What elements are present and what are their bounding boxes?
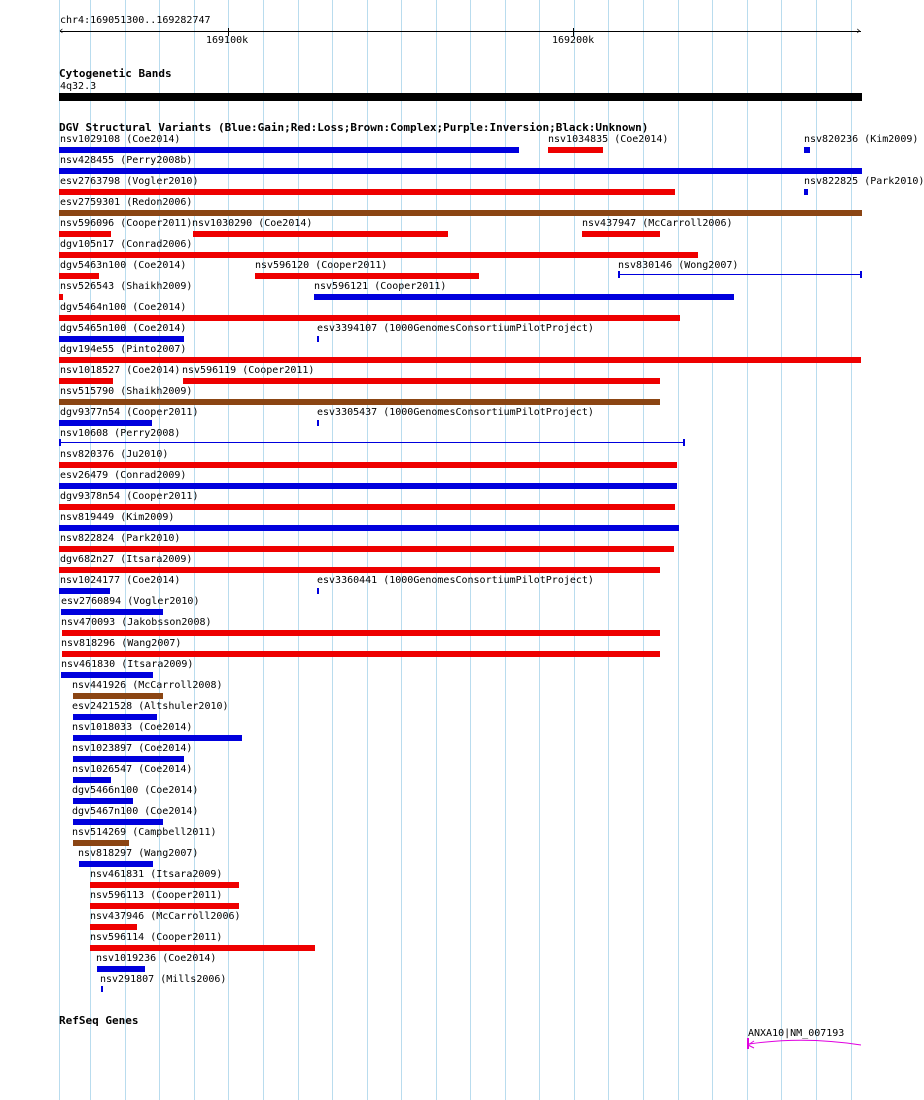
variant-label: dgv9378n54 (Cooper2011): [60, 491, 199, 502]
variant-label: nsv1019236 (Coe2014): [96, 953, 217, 964]
variant-label: nsv515790 (Shaikh2009): [60, 386, 193, 397]
variant-bar[interactable]: [317, 588, 319, 594]
variant-label: nsv820376 (Ju2010): [60, 449, 169, 460]
variant-bar[interactable]: [59, 504, 675, 510]
variant-bar[interactable]: [101, 986, 103, 992]
gene-model[interactable]: [744, 1036, 864, 1052]
variant-bar[interactable]: [59, 420, 152, 426]
variant-label: dgv682n27 (Itsara2009): [60, 554, 193, 565]
variant-label: dgv5465n100 (Coe2014): [60, 323, 187, 334]
variant-label: nsv818296 (Wang2007): [61, 638, 182, 649]
variant-bar[interactable]: [73, 840, 129, 846]
variant-bar[interactable]: [61, 672, 153, 678]
variant-bar[interactable]: [193, 231, 448, 237]
variant-label: nsv1026547 (Coe2014): [72, 764, 193, 775]
variant-bar[interactable]: [59, 168, 862, 174]
variant-label: nsv596121 (Cooper2011): [314, 281, 447, 292]
variant-bar[interactable]: [804, 147, 810, 153]
variant-label: nsv470093 (Jakobsson2008): [61, 617, 212, 628]
variant-label: nsv1018527 (Coe2014): [60, 365, 181, 376]
variant-bar[interactable]: [59, 483, 677, 489]
variant-bar[interactable]: [59, 252, 698, 258]
variant-bar[interactable]: [59, 442, 685, 443]
variant-bar[interactable]: [90, 903, 239, 909]
variant-bar[interactable]: [59, 588, 110, 594]
variant-label: esv2421528 (Altshuler2010): [72, 701, 229, 712]
variant-bar[interactable]: [317, 420, 319, 426]
variant-label: nsv1030290 (Coe2014): [192, 218, 313, 229]
variant-bar[interactable]: [73, 714, 157, 720]
variant-label: nsv596120 (Cooper2011): [255, 260, 388, 271]
variant-bar[interactable]: [183, 378, 660, 384]
variant-bar[interactable]: [59, 525, 679, 531]
variant-label: nsv830146 (Wong2007): [618, 260, 739, 271]
variant-bar[interactable]: [317, 336, 319, 342]
variant-bar[interactable]: [59, 357, 861, 363]
variant-label: nsv1018033 (Coe2014): [72, 722, 193, 733]
variant-label: dgv194e55 (Pinto2007): [60, 344, 187, 355]
variant-label: dgv9377n54 (Cooper2011): [60, 407, 199, 418]
variant-bar[interactable]: [73, 819, 163, 825]
variant-label: esv2760894 (Vogler2010): [61, 596, 200, 607]
variant-label: nsv819449 (Kim2009): [60, 512, 175, 523]
variant-bar[interactable]: [59, 189, 675, 195]
variant-label: nsv596114 (Cooper2011): [90, 932, 223, 943]
variant-label: esv3360441 (1000GenomesConsortiumPilotProject): [317, 575, 594, 586]
variant-bar[interactable]: [59, 567, 660, 573]
variant-label: nsv596119 (Cooper2011): [182, 365, 315, 376]
variant-label: nsv441926 (McCarroll2008): [72, 680, 223, 691]
grid-line: [851, 0, 852, 1100]
variant-bar[interactable]: [255, 273, 479, 279]
variant-label: nsv291807 (Mills2006): [100, 974, 227, 985]
variant-bar[interactable]: [59, 378, 113, 384]
ruler-tick-label: 169100k: [206, 35, 249, 46]
variant-label: esv2759301 (Redon2006): [60, 197, 193, 208]
variant-bar[interactable]: [59, 294, 63, 300]
variant-label: esv3394107 (1000GenomesConsortiumPilotProject): [317, 323, 594, 334]
variant-bar[interactable]: [62, 651, 660, 657]
variant-bar[interactable]: [90, 945, 315, 951]
variant-bar[interactable]: [62, 630, 660, 636]
grid-line: [747, 0, 748, 1100]
variant-bar[interactable]: [59, 399, 660, 405]
variant-bar[interactable]: [59, 147, 519, 153]
variant-label: nsv10608 (Perry2008): [60, 428, 181, 439]
variant-bar[interactable]: [314, 294, 734, 300]
region-label: chr4:169051300..169282747: [60, 15, 211, 26]
variant-bar[interactable]: [73, 777, 111, 783]
variant-label: nsv822824 (Park2010): [60, 533, 181, 544]
variant-bar[interactable]: [73, 693, 163, 699]
variant-bar[interactable]: [61, 609, 163, 615]
variant-bar[interactable]: [59, 273, 99, 279]
ruler-left-arrow: ‹: [58, 24, 65, 37]
variant-label: nsv461831 (Itsara2009): [90, 869, 223, 880]
variant-label: nsv818297 (Wang2007): [78, 848, 199, 859]
variant-label: nsv437947 (McCarroll2006): [582, 218, 733, 229]
grid-line: [781, 0, 782, 1100]
ruler-line: [60, 31, 861, 32]
variant-label: nsv1024177 (Coe2014): [60, 575, 181, 586]
variant-label: nsv822825 (Park2010): [804, 176, 924, 187]
variant-bar[interactable]: [90, 882, 239, 888]
variant-bar[interactable]: [59, 546, 674, 552]
dgv-track-title: DGV Structural Variants (Blue:Gain;Red:Loss;Brown:Complex;Purple:Inversion;Black:Unknown): [59, 121, 649, 134]
variant-bar[interactable]: [79, 861, 153, 867]
variant-bar[interactable]: [59, 210, 862, 216]
refseq-track-title: RefSeq Genes: [59, 1014, 139, 1027]
variant-label: nsv596113 (Cooper2011): [90, 890, 223, 901]
variant-bar[interactable]: [548, 147, 603, 153]
variant-label: nsv1029108 (Coe2014): [60, 134, 181, 145]
variant-bar[interactable]: [97, 966, 145, 972]
variant-bar[interactable]: [73, 735, 242, 741]
ruler-right-arrow: ›: [855, 24, 862, 37]
variant-label: nsv526543 (Shaikh2009): [60, 281, 193, 292]
variant-label: nsv428455 (Perry2008b): [60, 155, 193, 166]
variant-label: nsv1034835 (Coe2014): [548, 134, 669, 145]
grid-line: [678, 0, 679, 1100]
variant-label: dgv105n17 (Conrad2006): [60, 239, 193, 250]
grid-line: [816, 0, 817, 1100]
variant-label: nsv1023897 (Coe2014): [72, 743, 193, 754]
variant-bar[interactable]: [59, 315, 680, 321]
grid-line: [712, 0, 713, 1100]
variant-bar[interactable]: [90, 924, 137, 930]
gene-label: ANXA10|NM_007193: [748, 1028, 845, 1039]
variant-bar[interactable]: [73, 798, 133, 804]
cytoband-track-title: Cytogenetic Bands: [59, 67, 172, 80]
ruler-tick-label: 169200k: [552, 35, 595, 46]
variant-bar[interactable]: [73, 756, 184, 762]
variant-label: dgv5467n100 (Coe2014): [72, 806, 199, 817]
variant-label: esv2763798 (Vogler2010): [60, 176, 199, 187]
cytoband-label: 4q32.3: [60, 81, 97, 92]
cytoband-bar[interactable]: [59, 93, 862, 101]
variant-label: nsv514269 (Campbell2011): [72, 827, 217, 838]
variant-bar[interactable]: [59, 231, 111, 237]
variant-bar[interactable]: [59, 462, 677, 468]
variant-bar[interactable]: [618, 274, 862, 275]
variant-label: dgv5464n100 (Coe2014): [60, 302, 187, 313]
variant-label: esv3305437 (1000GenomesConsortiumPilotProject): [317, 407, 594, 418]
variant-label: nsv461830 (Itsara2009): [61, 659, 194, 670]
variant-label: esv26479 (Conrad2009): [60, 470, 187, 481]
variant-label: nsv596096 (Cooper2011): [60, 218, 193, 229]
variant-label: dgv5463n100 (Coe2014): [60, 260, 187, 271]
variant-bar[interactable]: [59, 336, 184, 342]
variant-label: nsv437946 (McCarroll2006): [90, 911, 241, 922]
variant-bar[interactable]: [582, 231, 660, 237]
variant-bar[interactable]: [804, 189, 808, 195]
variant-label: dgv5466n100 (Coe2014): [72, 785, 199, 796]
variant-label: nsv820236 (Kim2009): [804, 134, 919, 145]
